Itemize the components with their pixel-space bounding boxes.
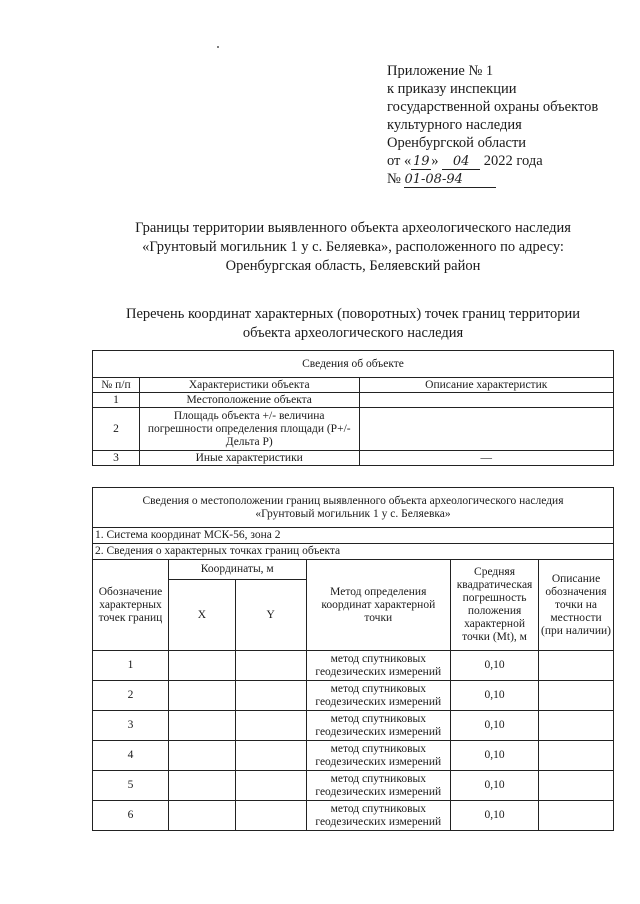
date-mid: » [431,153,439,169]
table1-header: № п/п [93,378,140,393]
boundary-points-table [92,487,614,831]
table-row [93,771,614,801]
point-error: 0,10 [451,771,539,801]
point-location [539,741,614,771]
row-characteristic: Иные характеристики [139,451,359,466]
subheading-line: объекта археологического наследия [242,325,464,341]
table1-caption: Сведения об объекте [93,351,614,378]
heading-line: «Грунтовый могильник 1 у с. Беляевка», расположенного по адресу: [142,239,564,255]
point-method: метод спутниковых геодезических измерений [306,651,451,681]
point-id: 2 [93,681,169,711]
point-y [235,651,306,681]
table-row [93,408,614,451]
point-location [539,651,614,681]
scan-speck [217,46,219,48]
appendix-line: Приложение № 1 [387,63,494,79]
point-y [235,771,306,801]
row-description: — [359,451,613,466]
table1-header: Характеристики объекта [139,378,359,393]
points-section-title: 2. Сведения о характерных точках границ объекта [93,544,614,560]
point-y [235,681,306,711]
header-point: Обозначение характерных точек границ [93,560,169,651]
header-error: Средняя квадратическая погрешность положения характерной точки (Mt), м [451,560,539,651]
point-x [168,771,235,801]
point-x [168,801,235,831]
point-id: 1 [93,651,169,681]
number-prefix: № [387,171,401,187]
point-y [235,711,306,741]
point-location [539,801,614,831]
header-y: Y [235,580,306,651]
point-x [168,651,235,681]
document-subheading [60,305,640,343]
point-error: 0,10 [451,741,539,771]
point-x [168,711,235,741]
table-row [93,741,614,771]
point-method: метод спутниковых геодезических измерений [306,711,451,741]
date-prefix: от « [387,153,412,169]
point-location [539,681,614,711]
row-characteristic: Местоположение объекта [139,393,359,408]
appendix-line: к приказу инспекции [387,81,517,97]
point-id: 6 [93,801,169,831]
point-y [235,801,306,831]
appendix-date [387,152,598,170]
point-id: 3 [93,711,169,741]
row-number: 1 [93,393,140,408]
point-location [539,771,614,801]
row-number: 2 [93,408,140,451]
point-method: метод спутниковых геодезических измерений [306,681,451,711]
row-number: 3 [93,451,140,466]
appendix-number [387,170,598,188]
order-number: 01-08-94 [404,172,496,188]
date-year: 2022 года [483,153,543,169]
point-method: метод спутниковых геодезических измерений [306,741,451,771]
point-y [235,741,306,771]
header-location: Описание обозначения точки на местности (при наличии) [539,560,614,651]
table-row [93,451,614,466]
header-x: X [168,580,235,651]
point-error: 0,10 [451,711,539,741]
appendix-line: Оренбургской области [387,135,527,151]
point-error: 0,10 [451,651,539,681]
date-month: 04 [442,154,480,170]
appendix-line: культурного наследия [387,117,522,133]
row-description [359,408,613,451]
table-row [93,651,614,681]
header-coords: Координаты, м [168,560,306,580]
heading-line: Оренбургская область, Беляевский район [225,258,481,274]
date-day: 19 [413,154,430,169]
table-row [93,393,614,408]
object-info-table [92,350,614,466]
point-x [168,681,235,711]
row-characteristic: Площадь объекта +/- величина погрешности определения площади (P+/- Дельта P) [139,408,359,451]
point-method: метод спутниковых геодезических измерений [306,801,451,831]
header-method: Метод определения координат характерной точки [306,560,451,651]
table-row [93,801,614,831]
appendix-block [387,62,598,188]
table2-caption: Сведения о местоположении границ выявленного объекта археологического наследия «Грунтовый могильник 1 у с. Беляевка» [93,488,614,528]
point-id: 4 [93,741,169,771]
point-error: 0,10 [451,801,539,831]
appendix-line: государственной охраны объектов [387,99,599,115]
document-heading [60,219,640,276]
point-x [168,741,235,771]
table-row [93,681,614,711]
point-error: 0,10 [451,681,539,711]
coordinate-system: 1. Система координат МСК-56, зона 2 [93,528,614,544]
row-description [359,393,613,408]
point-method: метод спутниковых геодезических измерений [306,771,451,801]
heading-line: Границы территории выявленного объекта археологического наследия [135,220,571,236]
subheading-line: Перечень координат характерных (поворотных) точек границ территории [125,306,581,322]
point-location [539,711,614,741]
table-row [93,711,614,741]
point-id: 5 [93,771,169,801]
table1-header: Описание характеристик [359,378,613,393]
